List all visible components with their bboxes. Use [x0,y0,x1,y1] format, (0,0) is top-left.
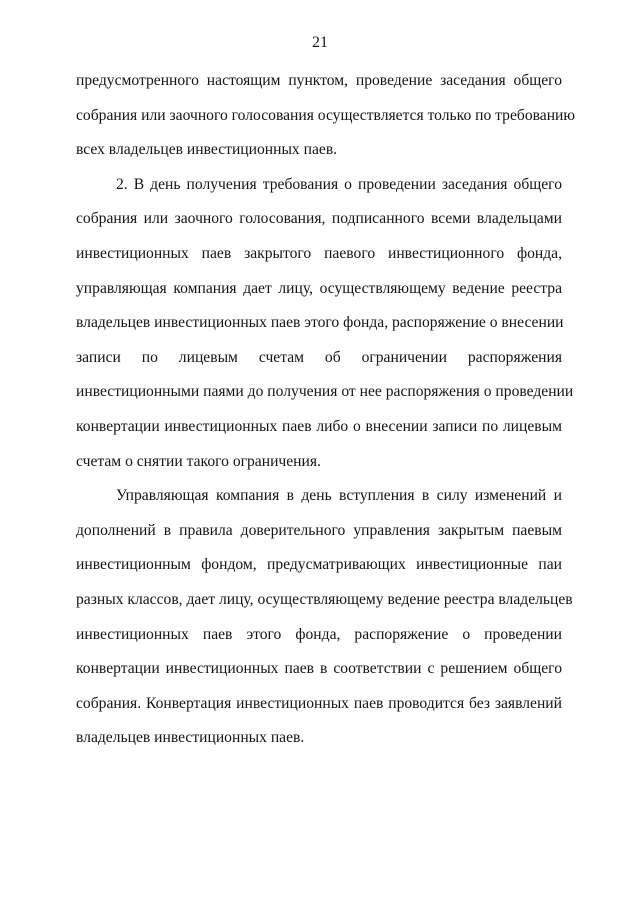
paragraph-2 [76,175,574,486]
text-line: конвертации инвестиционных паев либо о внесении записи по лицевым [76,417,562,435]
text-line: владельцев инвестиционных паев. [76,729,305,747]
text-line: предусмотренного настоящим пунктом, проведение заседания общего [76,72,562,89]
text-line: счетам о снятии такого ограничения. [76,452,321,470]
text-line: инвестиционных паев закрытого паевого инвестиционного фонда, [76,244,562,262]
text-line: разных классов, дает лицу, осуществляющему ведение реестра владельцев [76,590,573,608]
text-line: инвестиционных паев этого фонда, распоряжение о проведении [76,625,562,643]
text-line: собрания или заочного голосования осуществляется только по требованию [76,106,576,124]
document-body [76,71,576,763]
text-line: владельцев инвестиционных паев этого фонда, распоряжение о внесении [76,314,564,332]
text-line: инвестиционным фондом, предусматривающих инвестиционные паи [76,556,562,574]
text-line: записи по лицевым счетам об ограничении распоряжения [76,348,562,366]
text-line: всех владельцев инвестиционных паев. [76,141,338,159]
paragraph-1 [76,71,576,175]
paragraph-3 [76,486,573,763]
text-line: собрания или заочного голосования, подписанного всеми владельцами [76,210,562,228]
text-line: Управляющая компания в день вступления в силу изменений и [116,487,562,505]
text-line: инвестиционными паями до получения от нее распоряжения о проведении [76,383,574,401]
text-line: конвертации инвестиционных паев в соответствии с решением общего [76,660,562,678]
text-line: 2. В день получения требования о проведении заседания общего [116,175,562,193]
text-line: дополнений в правила доверительного управления закрытым паевым [76,521,562,539]
text-line: собрания. Конвертация инвестиционных паев проводится без заявлений [76,694,562,712]
page-number: 21 [312,34,328,51]
text-line: управляющая компания дает лицу, осуществляющему ведение реестра [76,279,562,297]
